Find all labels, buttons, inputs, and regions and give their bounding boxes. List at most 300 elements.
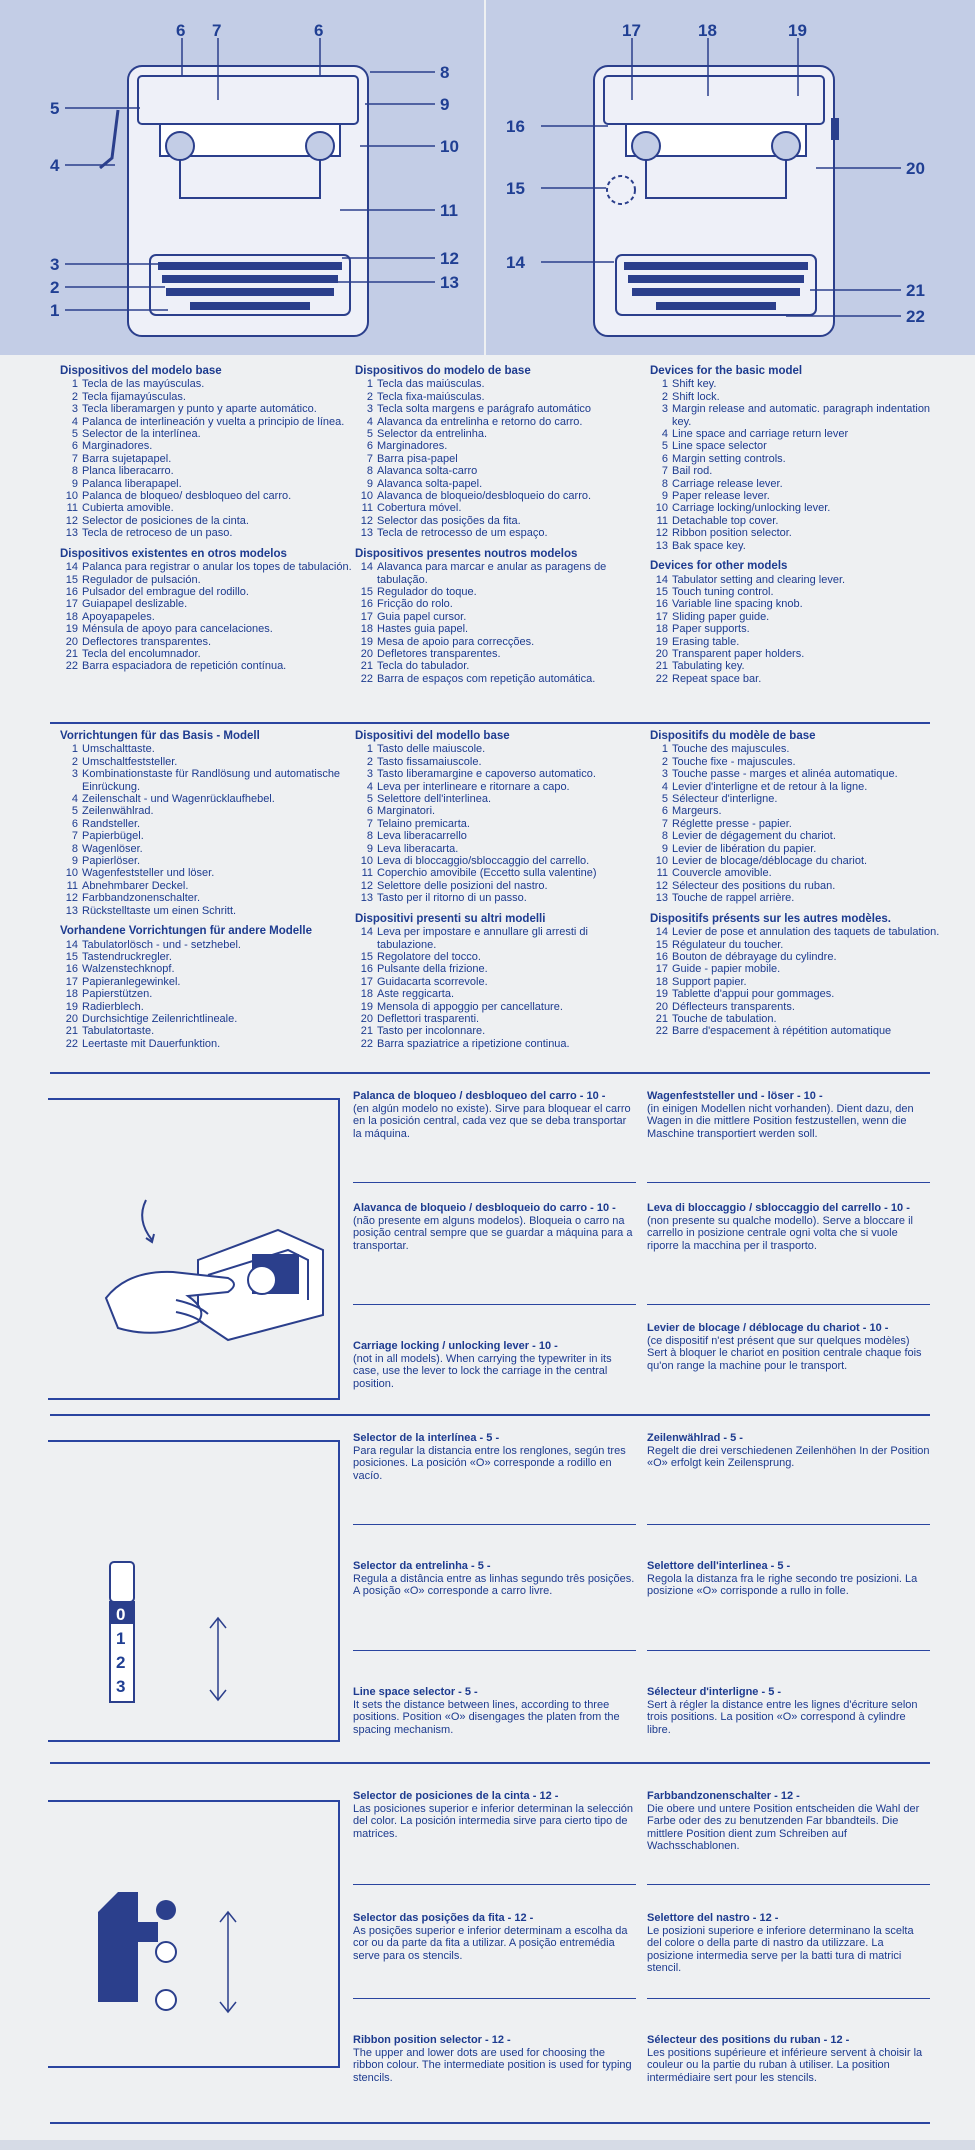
legend-item [650, 453, 940, 465]
legend-heading: Dispositifs du modèle de base [650, 730, 816, 742]
legend-item-number: 19 [360, 635, 373, 648]
legend-item-number: 13 [360, 527, 373, 540]
legend-item-text: Alavanca da entrelinha e retorno do carro. [377, 415, 583, 428]
legend-list [355, 561, 650, 685]
legend-item [355, 880, 650, 892]
carriage-lock-de [647, 1090, 930, 1140]
diagram-panel [0, 0, 975, 355]
section-body: The upper and lower dots are used for choosing the ribbon colour. The intermediate position is used for typing stencils. [353, 2046, 632, 2084]
legend-item-number: 21 [65, 1025, 78, 1038]
legend-item [60, 478, 355, 490]
legend-item-number: 3 [366, 768, 373, 781]
legend-item [355, 527, 650, 539]
legend-item-text: Paper supports. [672, 623, 750, 636]
legend-item-text: Leertaste mit Dauerfunktion. [82, 1037, 221, 1050]
legend-de [60, 730, 355, 1050]
legend-item [650, 440, 940, 452]
legend-item-text: Levier de blocage/déblocage du chariot. [672, 855, 868, 868]
legend-item [650, 586, 940, 598]
legend-list [355, 926, 650, 1050]
section-heading: Selector de la interlínea - 5 - [353, 1432, 500, 1444]
line-space-fr [647, 1686, 930, 1736]
legend-item-text: Durchsichtige Zeilenrichtlineale. [82, 1012, 238, 1025]
legend-item-text: Leva liberacarrello [377, 830, 467, 843]
legend-item-number: 21 [65, 647, 78, 660]
legend-item-number: 15 [655, 938, 668, 951]
legend-item-text: Sélecteur d'interligne. [672, 793, 778, 806]
legend-item-number: 15 [65, 950, 78, 963]
legend-item [355, 768, 650, 780]
legend-item [60, 880, 355, 892]
legend-item-number: 20 [655, 1000, 668, 1013]
section-body: (non presente su qualche modello). Serve a bloccare il carrello in posizione centrale ogni volta che si vuole riporre la macchina per il trasporto. [647, 1214, 913, 1252]
legend-list [60, 939, 355, 1051]
legend-item [60, 855, 355, 867]
legend-item-number: 13 [65, 904, 78, 917]
legend-item-number: 18 [360, 623, 373, 636]
svg-text:2: 2 [50, 278, 60, 297]
legend-item [650, 1025, 940, 1037]
legend-item [355, 391, 650, 403]
legend-item-text: Touch tuning control. [672, 585, 774, 598]
legend-item-text: Alavanca solta-carro [377, 465, 478, 478]
legend-item-text: Aste reggicarta. [377, 988, 455, 1001]
legend-item-number: 13 [360, 892, 373, 905]
legend-item-text: Walzenstechknopf. [82, 963, 175, 976]
legend-item-number: 9 [661, 842, 668, 855]
section-body: (en algún modelo no existe). Sirve para bloquear el carro en la posición central, cada vez que se deba transportar la máquina. [353, 1102, 631, 1140]
legend-item-number: 11 [656, 867, 668, 880]
svg-text:1: 1 [50, 301, 60, 320]
typewriter-front-diagram [0, 0, 484, 355]
section-body: (in einigen Modellen nicht vorhanden). Dient dazu, den Wagen in die mittlere Position festzustellen, wenn die Maschine transportiert werden soll. [647, 1102, 914, 1140]
legend-item-text: Tecla de retrocesso de um espaço. [377, 527, 548, 540]
legend-item-text: Cobertura móvel. [377, 502, 462, 515]
svg-text:2: 2 [116, 1653, 126, 1672]
legend-item [650, 478, 940, 490]
legend-item-number: 1 [661, 378, 668, 391]
legend-item-number: 6 [71, 817, 78, 830]
legend-item-number: 22 [360, 1037, 373, 1050]
legend-item-number: 3 [71, 403, 78, 416]
section-body: It sets the distance between lines, according to three positions. Position «O» disengages the platen from the spacing mechanism. [353, 1698, 620, 1736]
legend-heading: Dispositivos do modelo de base [355, 365, 531, 377]
legend-item [650, 768, 940, 780]
legend-item-number: 5 [366, 793, 373, 806]
legend-item [650, 1013, 940, 1025]
legend-item [650, 465, 940, 477]
legend-item [355, 867, 650, 879]
legend-heading: Dispositivos existentes en otros modelos [60, 547, 287, 560]
ribbon-pt [353, 1912, 636, 1962]
legend-item-text: Pulsador del embrague del rodillo. [82, 585, 249, 598]
legend-item [355, 378, 650, 390]
section-heading: Alavanca de bloqueio / desbloqueio do carro - 10 - [353, 1202, 616, 1214]
legend-item [60, 527, 355, 539]
legend-item-number: 19 [655, 988, 668, 1001]
legend-item [355, 855, 650, 867]
legend-item-number: 7 [366, 452, 373, 465]
legend-item-text: Tabulating key. [672, 660, 745, 673]
legend-item [60, 951, 355, 963]
legend-item [650, 527, 940, 539]
section-divider [50, 1762, 930, 1764]
legend-item [60, 963, 355, 975]
legend-item [60, 1038, 355, 1050]
legend-item-text: Tasto fissamaiuscole. [377, 755, 482, 768]
legend-item-text: Levier de dégagement du chariot. [672, 830, 836, 843]
section-heading: Selettore dell'interlinea - 5 - [647, 1560, 791, 1572]
legend-item-number: 9 [661, 490, 668, 503]
section-body: (não presente em alguns modelos). Bloqueia o carro na posição central sempre que se guardar a máquina para a transportar. [353, 1214, 633, 1252]
legend-item-text: Regulador de pulsación. [82, 573, 201, 586]
legend-item-text: Deflectores transparentes. [82, 635, 212, 648]
legend-item [60, 805, 355, 817]
legend-item-text: Selector das posições da fita. [377, 514, 521, 527]
legend-item [60, 1013, 355, 1025]
section-heading: Selettore del nastro - 12 - [647, 1912, 779, 1924]
legend-item [60, 636, 355, 648]
legend-item [60, 648, 355, 660]
legend-item-text: Selector da entrelinha. [377, 428, 488, 441]
ribbon-en [353, 2034, 636, 2084]
carriage-lock-it [647, 1202, 930, 1252]
legend-item-number: 4 [661, 428, 668, 441]
legend-item [60, 843, 355, 855]
legend-item-text: Mensola di appoggio per cancellature. [377, 1000, 563, 1013]
legend-item-number: 3 [366, 403, 373, 416]
legend-item-text: Paper release lever. [672, 490, 770, 503]
legend-item-number: 8 [366, 830, 373, 843]
section-body: Regola la distanza fra le righe secondo tre posizioni. La posizione «O» corrisponde a rullo in folle. [647, 1572, 918, 1597]
legend-item-text: Régulateur du toucher. [672, 938, 784, 951]
legend-item-number: 18 [360, 988, 373, 1001]
legend-item-text: Réglette presse - papier. [672, 817, 792, 830]
legend-item [355, 502, 650, 514]
legend-item-number: 19 [655, 635, 668, 648]
legend-item-number: 1 [71, 743, 78, 756]
legend-item-number: 15 [360, 950, 373, 963]
legend-item-number: 1 [661, 743, 668, 756]
legend-item-text: Shift key. [672, 378, 717, 391]
legend-item [650, 880, 940, 892]
svg-text:20: 20 [906, 159, 925, 178]
legend-item-number: 20 [360, 1012, 373, 1025]
legend-item [650, 830, 940, 842]
legend-item-number: 3 [661, 403, 668, 416]
legend-item-text: Tecla fixa-maiúsculas. [377, 390, 485, 403]
legend-item [355, 586, 650, 598]
legend-item-number: 11 [66, 502, 78, 515]
legend-item-number: 19 [65, 623, 78, 636]
legend-item-number: 17 [655, 610, 668, 623]
legend-item-number: 18 [655, 975, 668, 988]
section-body: (ce dispositif n'est présent que sur quelques modèles) Sert à bloquer le chariot en position centrale chaque fois qu'on range la machine pour le transport. [647, 1334, 922, 1372]
legend-item [650, 867, 940, 879]
ribbon-it [647, 1912, 930, 1975]
legend-item-number: 16 [655, 950, 668, 963]
svg-text:9: 9 [440, 95, 450, 114]
legend-item-number: 9 [366, 477, 373, 490]
legend-item-text: Tecla liberamargen y punto y aparte automático. [82, 403, 317, 416]
svg-text:16: 16 [506, 117, 525, 136]
legend-item-number: 6 [661, 452, 668, 465]
section-heading: Selector da entrelinha - 5 - [353, 1560, 491, 1572]
legend-item-number: 19 [65, 1000, 78, 1013]
legend-item [355, 490, 650, 502]
section-divider [50, 722, 930, 724]
legend-item-text: Tasto delle maiuscole. [377, 743, 486, 756]
legend-item [355, 926, 650, 951]
legend-item-number: 5 [71, 428, 78, 441]
legend-item-number: 18 [65, 988, 78, 1001]
legend-item-text: Telaino premicarta. [377, 817, 470, 830]
legend-item-text: Regolatore del tocco. [377, 950, 481, 963]
legend-list [650, 743, 940, 904]
legend-item-number: 10 [360, 855, 373, 868]
legend-item-text: Guide - papier mobile. [672, 963, 781, 976]
legend-item-number: 5 [661, 440, 668, 453]
legend-item-number: 10 [360, 490, 373, 503]
legend-item-text: Pulsante della frizione. [377, 963, 488, 976]
legend-item-number: 2 [71, 390, 78, 403]
section-body: Le posizioni superiore e inferiore determinano la scelta del colore o della parte di nastro da utilizzare. La posizione intermedia serve per la batti tura di matrici stencil. [647, 1924, 914, 1974]
legend-item [355, 793, 650, 805]
section-heading: Line space selector - 5 - [353, 1686, 478, 1698]
legend-item-text: Marginadores. [377, 440, 448, 453]
legend-item-number: 15 [360, 585, 373, 598]
legend-list [355, 743, 650, 904]
legend-item-number: 6 [366, 440, 373, 453]
legend-item-number: 16 [65, 585, 78, 598]
legend-item-number: 8 [661, 477, 668, 490]
section-body: As posições superior e inferior determinam a escolha da cor ou da parte da fita a utilizar. A posição entremédia serve para os stencils. [353, 1924, 628, 1962]
legend-item-text: Papierstützen. [82, 988, 153, 1001]
legend-item-number: 14 [65, 938, 78, 951]
legend-item-text: Tablette d'appui pour gommages. [672, 988, 835, 1001]
legend-item-number: 2 [366, 755, 373, 768]
legend-heading: Dispositivos del modelo base [60, 365, 222, 377]
legend-item [60, 1001, 355, 1013]
legend-item [60, 428, 355, 440]
legend-item [650, 781, 940, 793]
legend-item [60, 611, 355, 623]
section-heading: Leva di bloccaggio / sbloccaggio del carrello - 10 - [647, 1202, 910, 1214]
line-space-it [647, 1560, 930, 1598]
section-body: Les positions supérieure et inférieure servent à choisir la couleur ou la partie du ruban à utiliser. La position intermédiaire sert pour les stencils. [647, 2046, 923, 2084]
legend-item-number: 21 [655, 660, 668, 673]
legend-item-text: Tasto per incolonnare. [377, 1025, 486, 1038]
legend-item [650, 939, 940, 951]
section-body: Las posiciones superior e inferior determinan la selección del color. La posición intermedia sirve para cierto tipo de matrices. [353, 1802, 634, 1840]
legend-item [355, 1001, 650, 1013]
legend-item [650, 756, 940, 768]
legend-item-text: Transparent paper holders. [672, 647, 805, 660]
legend-item [355, 805, 650, 817]
legend-item-number: 7 [661, 817, 668, 830]
legend-item-text: Palanca de interlineación y vuelta a principio de línea. [82, 415, 345, 428]
legend-item [355, 892, 650, 904]
svg-text:17: 17 [622, 21, 641, 40]
legend-item [355, 781, 650, 793]
legend-item-text: Selector de posiciones de la cinta. [82, 514, 249, 527]
legend-item [650, 502, 940, 514]
svg-text:3: 3 [50, 255, 60, 274]
legend-item-number: 1 [71, 378, 78, 391]
legend-item-text: Déflecteurs transparents. [672, 1000, 795, 1013]
section-body: Sert à régler la distance entre les lignes d'écriture selon trois positions. La position «O» correspond à cylindre libre. [647, 1698, 918, 1736]
legend-item-text: Radierblech. [82, 1000, 144, 1013]
legend-item [60, 416, 355, 428]
legend-item-text: Tecla solta margens e parágrafo automático [377, 403, 592, 416]
legend-item [650, 611, 940, 623]
legend-item [355, 598, 650, 610]
legend-item-text: Tecla de las mayúsculas. [82, 378, 205, 391]
legend-item-number: 2 [366, 390, 373, 403]
legend-item-number: 1 [366, 378, 373, 391]
legend-item [355, 660, 650, 672]
section-body: Die obere und untere Position entscheiden die Wahl der Farbe oder des zu benutzenden Far bbandteils. Die mittlere Position dient zum Schreiben auf Wachsschablonen. [647, 1802, 920, 1852]
legend-item-number: 3 [661, 768, 668, 781]
legend-item-text: Guidacarta scorrevole. [377, 975, 488, 988]
section-heading: Ribbon position selector - 12 - [353, 2034, 511, 2046]
legend-item [650, 793, 940, 805]
legend-item-text: Tabulatortaste. [82, 1025, 155, 1038]
legend-item [650, 428, 940, 440]
ribbon-fr [647, 2034, 930, 2084]
legend-item-text: Marginadores. [82, 440, 153, 453]
bottom-strip [0, 2140, 975, 2150]
svg-text:6: 6 [314, 21, 324, 40]
legend-item [355, 453, 650, 465]
legend-item [355, 623, 650, 635]
legend-item-text: Farbbandzonenschalter. [82, 892, 201, 905]
legend-item [60, 574, 355, 586]
legend-item-number: 11 [66, 879, 78, 892]
legend-item-text: Touche fixe - majuscules. [672, 755, 796, 768]
section-heading: Sélecteur des positions du ruban - 12 - [647, 2034, 850, 2046]
legend-item-text: Tecla do tabulador. [377, 660, 470, 673]
legend-item-text: Carriage release lever. [672, 477, 783, 490]
legend-item-number: 5 [661, 793, 668, 806]
svg-text:8: 8 [440, 63, 450, 82]
legend-item [355, 561, 650, 586]
legend-item-number: 20 [360, 647, 373, 660]
legend-list [60, 743, 355, 917]
legend-item [650, 623, 940, 635]
legend-item-text: Zeilenwählrad. [82, 805, 154, 818]
legend-item-number: 18 [655, 623, 668, 636]
section-divider [50, 1072, 930, 1074]
legend-item-number: 5 [71, 805, 78, 818]
legend-es [60, 365, 355, 673]
legend-item-text: Line space and carriage return lever [672, 428, 849, 441]
section-heading: Carriage locking / unlocking lever - 10 - [353, 1340, 558, 1352]
legend-item-text: Selector de la interlínea. [82, 428, 201, 441]
legend-item-number: 22 [360, 672, 373, 685]
legend-item [60, 976, 355, 988]
legend-item-number: 14 [65, 561, 78, 574]
legend-item-text: Leva liberacarta. [377, 842, 459, 855]
legend-item-text: Defletores transparentes. [377, 647, 501, 660]
legend-item-number: 7 [366, 817, 373, 830]
carriage-lock-pt [353, 1202, 636, 1252]
legend-item-text: Couvercle amovible. [672, 867, 772, 880]
legend-item-text: Tabulatorlösch - und - setzhebel. [82, 938, 241, 951]
legend-item-number: 17 [655, 963, 668, 976]
legend-item-number: 6 [71, 440, 78, 453]
section-divider [50, 2122, 930, 2124]
legend-item-text: Wagenlöser. [82, 842, 143, 855]
carriage-lock-fr [647, 1322, 930, 1372]
legend-item-number: 2 [661, 755, 668, 768]
legend-item [355, 428, 650, 440]
legend-item-text: Deflettori trasparenti. [377, 1012, 480, 1025]
legend-item-text: Bouton de débrayage du cylindre. [672, 950, 837, 963]
legend-item [60, 830, 355, 842]
legend-item [650, 976, 940, 988]
svg-text:0: 0 [116, 1605, 126, 1624]
legend-item [650, 660, 940, 672]
legend-item [650, 1001, 940, 1013]
legend-item [60, 867, 355, 879]
legend-item [355, 478, 650, 490]
legend-item [355, 1038, 650, 1050]
line-space-illustration [48, 1442, 338, 1740]
legend-item-text: Alavanca de bloqueio/desbloqueio do carro. [377, 490, 592, 503]
legend-item-number: 8 [71, 465, 78, 478]
legend-item-number: 17 [360, 610, 373, 623]
legend-item [60, 502, 355, 514]
legend-item-text: Tabulator setting and clearing lever. [672, 573, 846, 586]
legend-item-text: Tecla de retroceso de un paso. [82, 527, 233, 540]
legend-item [650, 378, 940, 390]
legend-item [650, 403, 940, 428]
ribbon-es [353, 1790, 636, 1840]
legend-item-number: 21 [360, 1025, 373, 1038]
legend-item [60, 465, 355, 477]
legend-item-number: 6 [366, 805, 373, 818]
legend-item [355, 743, 650, 755]
legend-item-text: Leva per interlineare e ritornare a capo. [377, 780, 570, 793]
legend-item-number: 6 [661, 805, 668, 818]
legend-item [355, 636, 650, 648]
svg-text:22: 22 [906, 307, 925, 326]
legend-item-number: 10 [65, 867, 78, 880]
carriage-lock-illustration [48, 1100, 338, 1398]
legend-list [650, 378, 940, 552]
legend-item [355, 963, 650, 975]
legend-item [60, 660, 355, 672]
legend-pt [355, 365, 650, 685]
legend-item [650, 743, 940, 755]
legend-item [60, 988, 355, 1000]
legend-list [60, 561, 355, 673]
svg-text:11: 11 [440, 201, 458, 220]
legend-item [355, 403, 650, 415]
legend-item-text: Guia papel cursor. [377, 610, 467, 623]
legend-item-text: Levier d'interligne et de retour à la ligne. [672, 780, 868, 793]
legend-item [650, 490, 940, 502]
legend-item [60, 453, 355, 465]
legend-item [355, 673, 650, 685]
legend-item-number: 3 [71, 768, 78, 781]
legend-item-text: Apoyapapeles. [82, 610, 155, 623]
legend-item-number: 12 [360, 514, 373, 527]
section-heading: Wagenfeststeller und - löser - 10 - [647, 1090, 823, 1102]
legend-list [355, 378, 650, 539]
legend-item-number: 12 [655, 527, 668, 540]
